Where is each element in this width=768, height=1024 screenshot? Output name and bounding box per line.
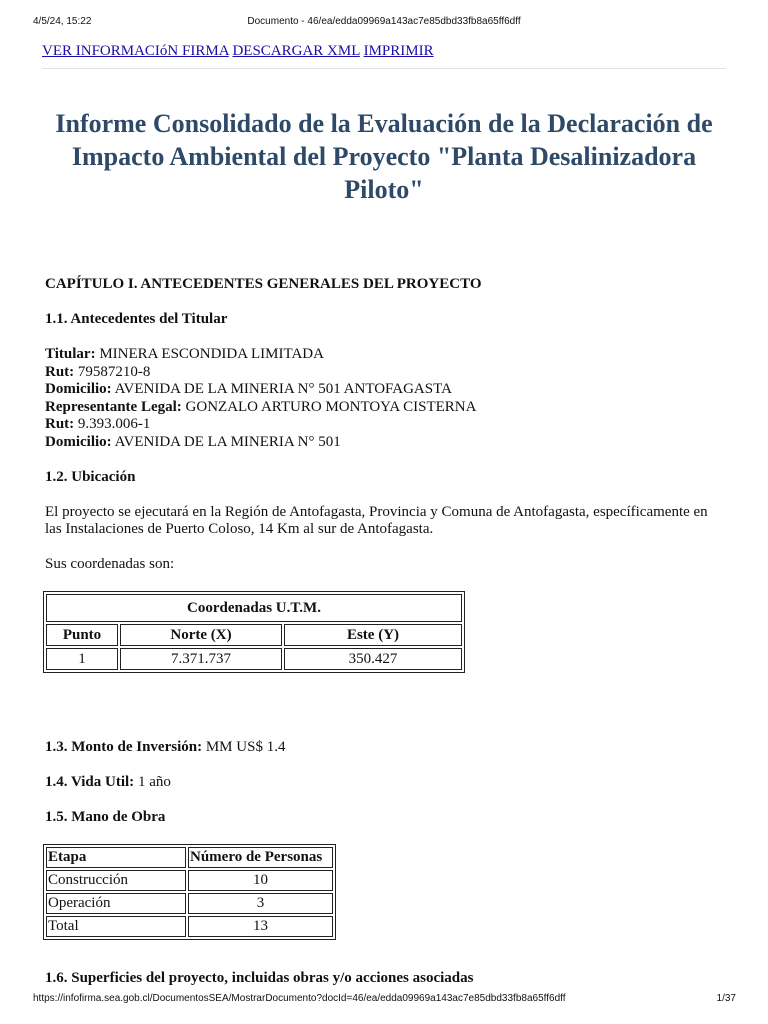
field-label: Titular: — [45, 346, 96, 362]
print-link[interactable]: IMPRIMIR — [363, 43, 434, 59]
field-value: AVENIDA DE LA MINERIA N° 501 — [114, 433, 341, 450]
print-header — [0, 16, 768, 30]
table-cell: Construcción — [46, 870, 186, 891]
column-header: Etapa — [46, 847, 186, 868]
field-label: Domicilio: — [45, 381, 112, 397]
coordinates-intro: Sus coordenadas son: — [45, 556, 175, 572]
column-header: Este (Y) — [284, 624, 462, 646]
chapter-heading: CAPÍTULO I. ANTECEDENTES GENERALES DEL PROYECTO — [45, 276, 482, 292]
field-label: 1.4. Vida Util: — [45, 774, 135, 790]
section-1-5-heading: 1.5. Mano de Obra — [45, 809, 166, 825]
column-header: Punto — [46, 624, 118, 646]
field-value: MM US$ 1.4 — [205, 739, 286, 755]
table-cell: 350.427 — [284, 648, 462, 670]
field-value: 9.393.006-1 — [77, 416, 151, 432]
holder-details — [45, 346, 725, 451]
field-row — [45, 381, 725, 399]
table-row — [46, 916, 333, 937]
view-signature-info-link[interactable]: VER INFORMACIóN FIRMA — [42, 43, 229, 59]
table-cell: 1 — [46, 648, 118, 670]
useful-life — [45, 774, 725, 791]
utm-coordinates-table — [43, 591, 465, 673]
field-row — [45, 364, 725, 382]
field-row — [45, 346, 725, 364]
table-row — [46, 648, 462, 670]
print-header-datetime: 4/5/24, 15:22 — [33, 16, 92, 27]
document-title: Informe Consolidado de la Evaluación de la Declaración de Impacto Ambiental del Proyecto "Planta Desalinizadora Piloto" — [55, 109, 713, 204]
download-xml-link[interactable]: DESCARGAR XML — [232, 43, 360, 59]
section-1-2-heading: 1.2. Ubicación — [45, 469, 136, 485]
table-caption: Coordenadas U.T.M. — [46, 594, 462, 622]
document-body — [45, 276, 725, 1005]
table-cell: 10 — [188, 870, 333, 891]
print-footer-url: https://infofirma.sea.gob.cl/DocumentosSEA/MostrarDocumento?docId=46/ea/edda09969a143ac7e85dbd33fb8a65ff6dff — [33, 993, 566, 1004]
field-label: Domicilio: — [45, 433, 112, 450]
document-actions — [42, 43, 434, 60]
location-paragraph: El proyecto se ejecutará en la Región de Antofagasta, Provincia y Comuna de Antofagasta, específicamente en las Instalaciones de Puerto Coloso, 14 Km al sur de Antofagasta. — [45, 504, 708, 537]
section-1-1-heading: 1.1. Antecedentes del Titular — [45, 311, 228, 327]
field-value: 1 año — [137, 774, 171, 790]
section-1-6-heading: 1.6. Superficies del proyecto, incluidas obras y/o acciones asociadas — [45, 970, 474, 986]
table-cell: 13 — [188, 916, 333, 937]
field-row — [45, 416, 725, 434]
field-value: 79587210-8 — [77, 363, 151, 380]
table-row — [46, 893, 333, 914]
table-cell: 7.371.737 — [120, 648, 282, 670]
page-number: 1/37 — [716, 993, 736, 1004]
column-header: Número de Personas — [188, 847, 333, 868]
table-cell: Total — [46, 916, 186, 937]
field-label: Rut: — [45, 363, 75, 380]
field-row — [45, 434, 725, 452]
investment-amount — [45, 739, 725, 756]
workforce-table — [43, 844, 336, 940]
field-label: Rut: — [45, 416, 75, 432]
field-value: AVENIDA DE LA MINERIA N° 501 ANTOFAGASTA — [114, 381, 452, 397]
print-footer — [0, 993, 768, 1007]
field-label: 1.3. Monto de Inversión: — [45, 739, 203, 755]
table-cell: 3 — [188, 893, 333, 914]
field-row — [45, 399, 725, 417]
column-header: Norte (X) — [120, 624, 282, 646]
field-value: GONZALO ARTURO MONTOYA CISTERNA — [185, 398, 477, 415]
table-cell: Operación — [46, 893, 186, 914]
table-row — [46, 870, 333, 891]
divider — [42, 68, 726, 69]
field-label: Representante Legal: — [45, 398, 182, 415]
field-value: MINERA ESCONDIDA LIMITADA — [99, 346, 324, 362]
print-header-title: Documento - 46/ea/edda09969a143ac7e85dbd33fb8a65ff6dff — [247, 16, 521, 27]
